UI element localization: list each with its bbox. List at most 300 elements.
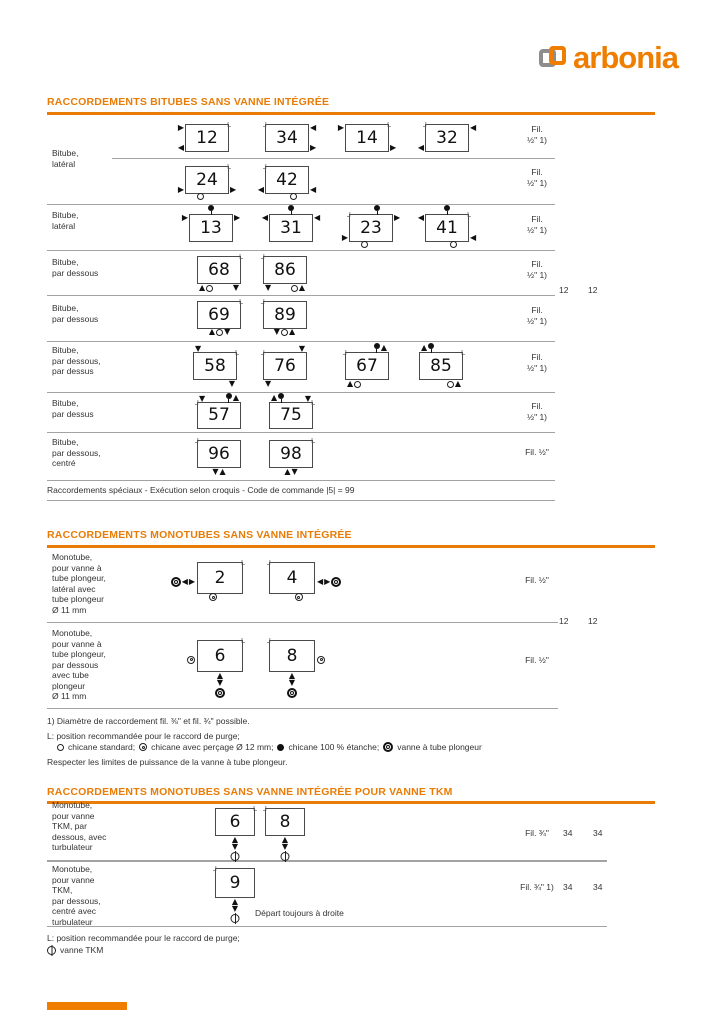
divider: [47, 622, 558, 623]
connection-marks: [390, 144, 396, 152]
purge-position-mark: L: [267, 637, 271, 645]
row-label-line: Bitube,: [52, 437, 79, 447]
section-title: RACCORDEMENTS BITUBES SANS VANNE INTÉGRÉE: [47, 96, 330, 108]
arrow-right-icon: ▶: [394, 213, 401, 222]
footnote-text: chicane avec perçage Ø 12 mm;: [151, 742, 274, 752]
thread-size: [502, 447, 572, 458]
baffle-standard-icon: [447, 381, 454, 388]
arrow-left-icon: ◀: [470, 123, 477, 132]
thread-size-line: Fil.: [531, 352, 543, 362]
connection-code: 58: [204, 355, 226, 376]
footnote-text: L: position recommandée pour le raccord de purge;: [47, 731, 240, 741]
connection-marks: [461, 350, 465, 357]
connection-code: 75: [280, 405, 302, 425]
thread-size-line: Fil. ½": [525, 655, 549, 665]
connection-marks: [178, 124, 184, 132]
connection-code: 31: [280, 217, 302, 238]
plunger-valve-icon: [171, 577, 181, 587]
connection-marks: [258, 186, 264, 194]
radiator-box: [269, 437, 315, 476]
row-label-line: Ø 11 mm: [52, 691, 87, 701]
connection-marks: [178, 144, 184, 152]
connection-marks: [374, 205, 380, 215]
row-label: [52, 800, 106, 853]
arrow-up-icon: ▲: [298, 283, 305, 292]
thread-size: [502, 352, 572, 374]
row-label-line: centré avec: [52, 906, 96, 916]
tkm-valve-icon: [281, 852, 290, 861]
baffle-drilled-icon: [295, 593, 303, 601]
connection-marks: [470, 124, 476, 132]
connection-marks: [233, 284, 239, 292]
arrow-left-icon: ◀: [310, 185, 317, 194]
connection-marks: [444, 205, 450, 215]
footer-accent-bar: [47, 1002, 127, 1010]
arrow-up-icon: ▲: [199, 283, 206, 292]
arrow-up-icon: ▲: [284, 467, 291, 476]
connection-marks: [261, 350, 265, 357]
row-label-line: par dessous: [52, 313, 99, 324]
connection-code: 23: [360, 217, 382, 238]
purge-position-mark: L: [239, 253, 243, 261]
arrow-right-icon: ▶: [177, 185, 184, 194]
page-number: 34: [563, 882, 573, 892]
connection-marks: [265, 380, 271, 388]
row-label-line: Bitube,: [52, 257, 79, 267]
thread-size: [502, 882, 572, 893]
row-label-line: par dessous: [52, 659, 99, 670]
row-label: [52, 864, 101, 927]
row-label-line: par dessous,: [52, 355, 101, 366]
row-label-line: Ø 11 mm: [52, 604, 87, 615]
divider: [47, 392, 555, 393]
connection-code: 96: [208, 443, 230, 464]
baffle-drilled-icon: [209, 593, 217, 601]
radiator-box: [195, 437, 241, 476]
sealed-baffle-icon: [288, 205, 294, 215]
sealed-baffle-icon: [208, 205, 214, 215]
section-title: RACCORDEMENTS MONOTUBES SANS VANNE INTÉGRÉE: [47, 529, 352, 541]
radiator-box: [197, 298, 243, 336]
section-underline: [47, 545, 655, 548]
radiator-box: [215, 805, 257, 851]
purge-position-mark: L: [263, 121, 267, 129]
baffle-standard-icon: [290, 193, 297, 200]
arrow-down-icon: ▼: [273, 327, 280, 336]
row-label-line: tube plongeur: [52, 594, 104, 604]
connection-marks: [394, 214, 400, 222]
arrow-right-icon: ▶: [230, 185, 237, 194]
connection-code: 6: [214, 645, 226, 666]
plunger-valve-icon: [383, 742, 393, 752]
arrow-up-icon: ▲: [380, 343, 387, 352]
connection-code: 85: [430, 355, 452, 376]
radiator-box: [195, 393, 241, 429]
baffle-standard-icon: [450, 241, 457, 248]
connection-marks: [213, 866, 217, 873]
sealed-baffle-icon: [428, 343, 434, 353]
radiator-box: [261, 213, 321, 242]
row-label-line: par dessous: [52, 267, 99, 278]
divider: [47, 432, 555, 433]
divider: [47, 341, 555, 342]
arrow-right-icon: ▶: [181, 213, 188, 222]
connection-marks: [235, 350, 239, 357]
flow-in-out-icon: ▲ ▼: [281, 835, 289, 851]
row-label-line: pour vanne à: [52, 638, 102, 649]
arrow-down-icon: ▼: [291, 467, 298, 476]
connection-marks: [311, 438, 315, 445]
arrow-up-icon: ▲: [421, 343, 428, 352]
connection-marks: [231, 837, 240, 861]
divider: [47, 708, 558, 709]
purge-position-mark: L: [423, 121, 427, 129]
row-label-line: latéral avec: [52, 583, 96, 594]
footnote-line: [255, 908, 344, 918]
connection-marks: [361, 241, 368, 248]
connection-marks: [229, 380, 235, 388]
connection-marks: [227, 164, 231, 171]
divider: [112, 158, 555, 159]
connection-marks: [195, 345, 201, 353]
footnote-text: vanne à tube plongeur: [397, 742, 482, 752]
thread-size-line: Fil.: [531, 167, 543, 177]
connection-marks: [347, 212, 351, 219]
thread-size-line: ½" 1): [526, 225, 548, 235]
thread-size-line: ½" 1): [526, 316, 548, 326]
baffle-standard-icon: [354, 381, 361, 388]
connection-marks: [187, 656, 195, 664]
row-label-line: Bitube,: [52, 303, 79, 313]
footnote-text: L: position recommandée pour le raccord de purge;: [47, 933, 240, 943]
sealed-baffle-icon: [374, 343, 380, 353]
baffle-sealed-icon: [277, 744, 284, 751]
connection-marks: [239, 254, 243, 261]
connection-code: 8: [279, 811, 291, 832]
arrow-right-icon: ▶: [234, 213, 241, 222]
sealed-baffle-icon: [444, 205, 450, 215]
purge-position-mark: L: [267, 559, 271, 567]
connection-marks: [342, 234, 348, 242]
arrow-down-icon: ▼: [212, 467, 219, 476]
connection-marks: [423, 122, 427, 129]
purge-position-mark: L: [253, 805, 257, 813]
thread-size: [502, 401, 572, 423]
connection-code: 68: [208, 259, 230, 280]
thread-size: [502, 259, 572, 281]
row-label: [52, 552, 106, 615]
connection-marks: [281, 837, 290, 861]
connection-code: 67: [356, 355, 378, 376]
thread-size: [502, 305, 572, 327]
thread-size-line: Fil. ½": [525, 447, 549, 457]
arrow-right-icon: ▶: [310, 143, 317, 152]
footnote-text: Raccordements spéciaux - Exécution selon croquis - Code de commande |5| = 99: [47, 485, 355, 495]
sealed-baffle-icon: [226, 393, 232, 403]
divider: [47, 500, 555, 501]
radiator-box: [181, 559, 245, 594]
divider: [47, 480, 555, 481]
thread-size-line: Fil.: [531, 401, 543, 411]
purge-position-mark: L: [343, 349, 347, 357]
baffle-standard-icon: [291, 285, 298, 292]
arrow-left-icon: ◀: [417, 213, 424, 222]
row-label: [52, 210, 78, 231]
connection-code: 86: [274, 259, 296, 280]
tkm-valve-icon: [231, 914, 240, 923]
connection-marks: [274, 328, 295, 336]
sealed-baffle-icon: [278, 393, 284, 403]
arrow-down-icon: ▼: [228, 379, 235, 388]
row-label-line: plongeur: [52, 680, 86, 691]
connection-marks: [226, 393, 239, 403]
row-label-line: par dessous,: [52, 895, 101, 906]
thread-size: [502, 167, 572, 189]
divider: [47, 926, 607, 927]
row-label-line: pour vanne: [52, 874, 95, 885]
connection-marks: [195, 438, 199, 445]
radiator-box: [213, 865, 255, 913]
connection-marks: [343, 350, 347, 357]
radiator-box: [417, 121, 477, 152]
row-label-line: turbulateur: [52, 842, 93, 852]
arrow-right-icon: ▶: [341, 233, 348, 242]
purge-position-mark: L: [241, 559, 245, 567]
purge-position-mark: L: [263, 805, 267, 813]
sealed-baffle-icon: [374, 205, 380, 215]
arrow-down-icon: ▼: [304, 394, 311, 403]
row-label-line: pour vanne: [52, 810, 95, 821]
arrow-down-icon: ▼: [199, 394, 206, 403]
connection-code: 57: [208, 405, 230, 425]
connection-marks: [267, 560, 271, 567]
flow-in-out-icon: ▲ ▼: [231, 835, 239, 851]
tkm-valve-icon: [231, 852, 240, 861]
divider: [47, 860, 607, 862]
row-label-line: pour vanne à: [52, 562, 102, 573]
arrow-left-icon: ◀: [181, 576, 188, 586]
connection-code: 6: [229, 811, 241, 832]
radiator-box: [181, 213, 241, 242]
connection-marks: [421, 343, 434, 353]
row-label-line: par dessus: [52, 408, 94, 419]
row-label-line: Bitube,: [52, 148, 79, 158]
row-label-line: Bitube,: [52, 345, 79, 355]
baffle-standard-icon: [281, 329, 288, 336]
radiator-box: [337, 121, 397, 152]
connection-marks: [261, 299, 265, 306]
baffle-drilled-icon: [139, 743, 147, 751]
connection-marks: [284, 468, 297, 476]
connection-marks: [199, 395, 205, 403]
page-number: 12: [588, 285, 598, 295]
footnote-line: [47, 933, 240, 943]
connection-marks: [178, 186, 184, 194]
connection-marks: [215, 673, 225, 698]
thread-size-line: ½" 1): [526, 270, 548, 280]
arrow-down-icon: ▼: [224, 327, 231, 336]
section-title: RACCORDEMENTS MONOTUBES SANS VANNE INTÉGRÉE POUR VANNE TKM: [47, 786, 453, 798]
tkm-valve-icon: [47, 946, 56, 955]
purge-position-mark: L: [227, 121, 231, 129]
arrow-left-icon: ◀: [317, 576, 324, 586]
row-label: [52, 345, 101, 377]
flow-in-out-icon: ▲ ▼: [288, 671, 296, 687]
row-label: [52, 628, 106, 702]
connection-marks: [317, 577, 341, 587]
connection-marks: [314, 214, 320, 222]
connection-marks: [418, 214, 424, 222]
connection-marks: [261, 254, 265, 261]
connection-marks: [310, 186, 316, 194]
row-label-line: Monotube,: [52, 628, 93, 638]
arrow-left-icon: ◀: [261, 213, 268, 222]
connection-code: 14: [356, 127, 378, 148]
purge-position-mark: L: [263, 163, 267, 171]
radiator-box: [177, 163, 237, 194]
purge-position-mark: L: [235, 349, 239, 357]
arrow-left-icon: ◀: [470, 233, 477, 242]
connection-code: 32: [436, 127, 458, 148]
row-label-line: par dessous,: [52, 447, 101, 458]
arrow-up-icon: ▲: [271, 393, 278, 402]
connection-marks: [230, 186, 236, 194]
connection-marks: [288, 205, 294, 215]
connection-marks: [265, 284, 271, 292]
footnote-line: [47, 731, 240, 741]
connection-code: 2: [214, 567, 226, 588]
plunger-valve-icon: [287, 688, 297, 698]
thread-size-line: ½" 1): [526, 412, 548, 422]
page-number: 34: [593, 828, 603, 838]
plunger-valve-icon: [331, 577, 341, 587]
row-label-line: tube plongeur,: [52, 649, 106, 659]
connection-code: 41: [436, 217, 458, 238]
row-label: [52, 257, 98, 278]
connection-marks: [241, 638, 245, 645]
baffle-standard-icon: [197, 193, 204, 200]
connection-marks: [374, 343, 387, 353]
connection-marks: [450, 241, 457, 248]
baffle-drilled-icon: [187, 656, 195, 664]
connection-marks: [387, 122, 391, 129]
row-label-line: centré: [52, 458, 76, 468]
thread-size-line: Fil. ¾": [525, 828, 549, 838]
radiator-box: [263, 121, 317, 152]
connection-marks: [418, 144, 424, 152]
arrow-left-icon: ◀: [417, 143, 424, 152]
radiator-box: [257, 163, 317, 194]
arrow-down-icon: ▼: [298, 344, 305, 353]
purge-position-mark: L: [387, 121, 391, 129]
arrow-down-icon: ▼: [195, 344, 202, 353]
footnote-text: vanne TKM: [60, 945, 104, 955]
thread-size-line: ½" 1): [526, 135, 548, 145]
connection-marks: [271, 393, 284, 403]
arrow-right-icon: ▶: [188, 576, 195, 586]
row-label: [52, 437, 101, 469]
page-content: [47, 0, 677, 1024]
footnote-text: 1) Diamètre de raccordement fil. ⅜" et fil. ¾" possible.: [47, 716, 250, 726]
arrow-right-icon: ▶: [390, 143, 397, 152]
connection-code: 69: [208, 304, 230, 325]
connection-marks: [299, 345, 305, 353]
thread-size: [502, 655, 572, 666]
footnote-text: Respecter les limites de puissance de la vanne à tube plongeur.: [47, 757, 288, 767]
section-underline: [47, 801, 655, 804]
connection-marks: [227, 122, 231, 129]
purge-position-mark: L: [311, 437, 315, 445]
connection-marks: [263, 806, 267, 813]
footnote-text: chicane 100 % étanche;: [288, 742, 380, 752]
radiator-box: [197, 637, 245, 687]
footnote-line: [47, 716, 250, 726]
row-label-line: Monotube,: [52, 552, 93, 562]
row-label-line: Monotube,: [52, 864, 93, 874]
thread-size-line: Fil.: [531, 305, 543, 315]
connection-code: 76: [274, 355, 296, 376]
connection-marks: [310, 144, 316, 152]
connection-code: 9: [229, 872, 241, 893]
divider: [47, 250, 555, 251]
purge-position-mark: L: [227, 163, 231, 171]
thread-size: [502, 575, 572, 586]
connection-marks: [197, 193, 204, 200]
page-number: 34: [563, 828, 573, 838]
connection-code: 89: [274, 304, 296, 325]
thread-size-line: ½" 1): [526, 363, 548, 373]
connection-marks: [291, 284, 305, 292]
row-label-line: dessous, avec: [52, 831, 107, 842]
connection-marks: [347, 380, 361, 388]
footnote-line: [47, 485, 355, 495]
radiator-box: [267, 559, 331, 594]
purge-position-mark: L: [467, 211, 471, 219]
radiator-box: [419, 343, 465, 388]
page-number: 12: [559, 285, 569, 295]
radiator-box: [261, 344, 307, 388]
footnote-line: [47, 757, 288, 767]
arrow-up-icon: ▲: [232, 393, 239, 402]
thread-size-line: Fil. ¾" 1): [520, 882, 554, 892]
connection-marks: [212, 468, 225, 476]
row-label-line: avec tube: [52, 670, 89, 680]
page-number: 34: [593, 882, 603, 892]
row-label: [52, 303, 98, 324]
radiator-box: [261, 253, 307, 292]
arrow-down-icon: ▼: [265, 283, 272, 292]
purge-position-mark: L: [213, 865, 217, 873]
connection-marks: [287, 673, 297, 698]
row-label-line: turbulateur: [52, 916, 93, 927]
page-number: 12: [559, 616, 569, 626]
connection-code: 34: [276, 127, 298, 148]
connection-marks: [311, 400, 315, 407]
connection-marks: [467, 212, 471, 219]
footnote-text: chicane standard;: [68, 742, 136, 752]
connection-marks: [447, 380, 461, 388]
row-label-line: TKM, par: [52, 821, 87, 831]
row-label-line: Bitube,: [52, 210, 79, 220]
row-label-line: latéral: [52, 220, 76, 231]
radiator-box: [267, 637, 315, 687]
thread-size: [502, 124, 572, 146]
footnote-line: [57, 742, 482, 752]
connection-marks: [234, 214, 240, 222]
baffle-standard-icon: [206, 285, 213, 292]
connection-marks: [231, 899, 240, 923]
arrow-left-icon: ◀: [177, 143, 184, 152]
